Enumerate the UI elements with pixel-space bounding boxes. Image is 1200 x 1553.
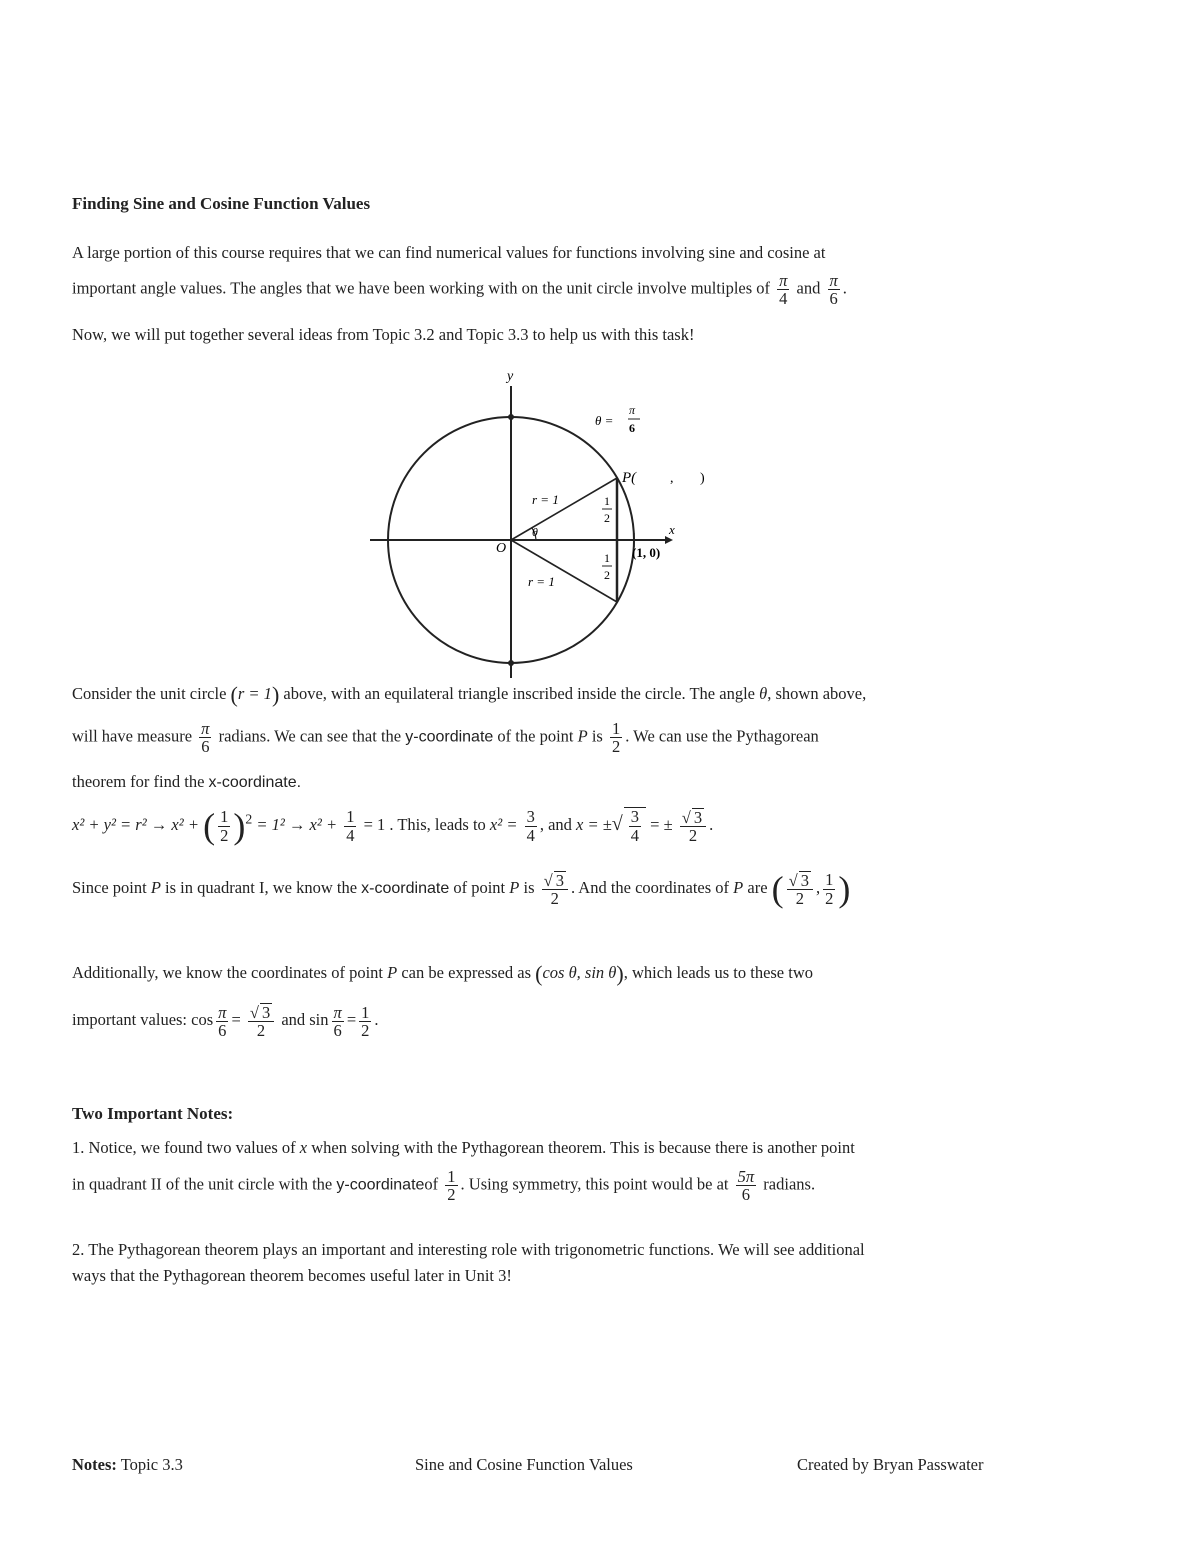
frac-den: 6 [201, 737, 210, 757]
intro-line-2: important angle values. The angles that we have been working with on the unit circle involve multiples of $\frac{\pi}{4}$ and $\frac{\pi}{6}$ . [72, 271, 847, 309]
intro-and: and [796, 278, 821, 298]
theta-six-label: 6 [629, 421, 635, 435]
notes-heading: Two Important Notes: [72, 1104, 234, 1123]
frac-den: 6 [741, 1185, 751, 1205]
origin-label: O [496, 541, 507, 556]
since-text-a: Since point [72, 877, 147, 897]
fraction-pi-over-6 [828, 272, 840, 308]
eq-part-a: x² + y² = r² → x² + [72, 814, 199, 834]
fraction-root3-over-2 [248, 1003, 274, 1040]
radius-top-label: r = 1 [532, 492, 559, 507]
frac-den: 2 [611, 737, 621, 757]
x-coordinate-term: x-coordinate. [208, 774, 302, 791]
fraction-pi-over-6 [199, 720, 211, 756]
eq-part-e: , and [539, 814, 572, 834]
frac-num: 1 [220, 807, 229, 827]
equals-sign: = [231, 1010, 241, 1030]
theta-angle-label: θ [532, 525, 538, 539]
fraction-three-quarters [525, 808, 537, 844]
x-variable: x [299, 1138, 308, 1157]
pythagorean-equation: x² + y² = r² → x² + ( $\frac{1}{2}$ )$^2$ = 1² → x² + $\frac{1}{4}$ = 1 . This, leads to x² = $\frac{3}{4}$ , and x = ±√ $\frac{3}{4}$ = ± $\frac{√ 3}{2}$ . [72, 806, 714, 846]
values-and: and [281, 1010, 306, 1030]
cos-sin-pair: cos θ, sin θ [542, 962, 617, 982]
radius-top [511, 478, 617, 540]
lower-half-num: 1 [604, 551, 610, 565]
frac-den: 6 [218, 1020, 227, 1040]
radius-bottom [511, 540, 617, 602]
measure-is: is [591, 726, 603, 746]
since-is: is [523, 877, 535, 897]
frac-den: 2 [825, 888, 834, 908]
eq-part-d: x² = [489, 814, 518, 834]
frac-den: 2 [447, 1185, 456, 1205]
theta-symbol: θ [759, 683, 768, 703]
point-p: P [733, 877, 744, 897]
frac-num: 5π [737, 1167, 755, 1186]
consider-text-c: , shown above, [767, 683, 867, 703]
frac-num: 3 [526, 807, 535, 827]
theta-equals-label: θ = [595, 413, 614, 428]
x-axis-label: x [669, 522, 675, 537]
y-coordinate-term: y-coordinate [336, 1176, 425, 1194]
y-axis-label: y [507, 369, 514, 384]
frac-num: 1 [346, 807, 355, 827]
additionally-text-a: Additionally, we know the coordinates of point [72, 962, 383, 982]
note1-text-d: . Using symmetry, this point would be at [460, 1174, 729, 1194]
theorem-text: theorem for find the [72, 772, 205, 791]
sin-label: sin [309, 1010, 329, 1030]
eq-part-g: = ± [650, 814, 673, 834]
eq-part-c: = 1 . This, leads to [363, 814, 486, 834]
frac-den: 4 [779, 289, 788, 309]
upper-half-num: 1 [604, 494, 610, 508]
frac-num: √ 3 [248, 1003, 274, 1022]
since-text-d: . And the coordinates of [570, 877, 730, 897]
measure-text-d: . We can use the Pythagorean [625, 726, 819, 746]
additionally-line: Additionally, we know the coordinates of point P can be expressed as (cos θ, sin θ), which leads us to these two [72, 961, 814, 986]
consider-line: Consider the unit circle (r = 1) above, with an equilateral triangle inscribed inside the circle. The angle θ, shown above, [72, 682, 867, 707]
note1-text-a: 1. Notice, we found two values of [72, 1138, 296, 1157]
radius-bottom-label: r = 1 [528, 574, 555, 589]
fraction-pi-over-6 [332, 1004, 344, 1040]
additionally-text-c: , which leads us to these two [623, 962, 814, 982]
frac-den: 2 [220, 825, 229, 845]
x-axis-arrow [665, 536, 673, 544]
fraction-three-quarters [629, 808, 641, 844]
fraction-one-half [445, 1168, 457, 1204]
top-point [508, 414, 514, 420]
footer-notes-label: Notes: [72, 1455, 117, 1474]
frac-num: 3 [630, 807, 640, 827]
frac-den: 2 [256, 1021, 266, 1041]
fraction-one-half [610, 720, 622, 756]
fraction-root3-over-2 [787, 871, 813, 908]
since-line: Since point P is in quadrant I, we know the x-coordinate of point P is $\frac{√ 3}{2}$ . And the coordinates of P are ( $\frac{√ 3}{2}$ , $\frac{1}{2}$ ) [72, 869, 851, 909]
note1-text-c: in quadrant II of the unit circle with the [72, 1174, 333, 1194]
point-p: P [150, 877, 161, 897]
fraction-one-half [218, 808, 230, 844]
note-1-line-1 [72, 1138, 855, 1158]
frac-den: 4 [346, 825, 355, 845]
note1-text-b: when solving with the Pythagorean theorem. This is because there is another point [311, 1138, 855, 1157]
sqrt-three: 3 [261, 1003, 271, 1022]
since-text-b: is in quadrant I, we know the [165, 877, 358, 897]
eq-part-f: x = ± [576, 814, 612, 834]
equals-sign: = [346, 1010, 357, 1030]
unit-circle-diagram [360, 368, 740, 683]
frac-num: π [829, 271, 838, 290]
theorem-line [72, 772, 301, 792]
r-equals-one: r = 1 [237, 683, 272, 703]
frac-num: π [333, 1002, 342, 1022]
note-2-line-2: ways that the Pythagorean theorem becomes useful later in Unit 3! [72, 1266, 512, 1285]
fraction-one-half [359, 1004, 371, 1040]
footer-topic: Topic 3.3 [120, 1455, 183, 1474]
consider-text-b: above, with an equilateral triangle inscribed inside the circle. The angle [283, 683, 755, 703]
frac-num: √ 3 [542, 871, 568, 890]
fraction-root3-over-2 [542, 871, 568, 908]
frac-den: 4 [526, 825, 535, 845]
fraction-pi-over-4 [777, 272, 789, 308]
bottom-point [508, 660, 514, 666]
point-p: P [509, 877, 520, 897]
fraction-root3-over-2 [680, 808, 706, 845]
since-are: are [747, 877, 768, 897]
frac-den: 2 [550, 889, 559, 908]
values-line [72, 1003, 379, 1040]
theta-pi-label: π [629, 403, 636, 417]
measure-text-c: of the point [497, 726, 574, 746]
fraction-one-half [823, 871, 835, 907]
intro-line-1: A large portion of this course requires that we can find numerical values for functions involving sine and cosine at [72, 243, 826, 262]
frac-den: 6 [333, 1020, 342, 1040]
note1-of: of [424, 1174, 439, 1194]
page-title: Finding Sine and Cosine Function Values [72, 194, 371, 213]
point-p: P [577, 726, 588, 746]
additionally-text-b: can be expressed as [401, 962, 531, 982]
frac-num: π [779, 271, 788, 290]
point-1-0-label: (1, 0) [632, 545, 661, 560]
measure-line [72, 720, 819, 756]
values-text-a: important values: [72, 1010, 188, 1030]
eq-part-b: = 1² → x² + [256, 814, 338, 834]
frac-num: 1 [825, 870, 834, 890]
intro-line-3: Now, we will put together several ideas from Topic 3.2 and Topic 3.3 to help us with this task! [72, 325, 695, 344]
fraction-one-quarter [344, 808, 356, 844]
point-p-label: P( [622, 470, 637, 486]
frac-den: 4 [630, 825, 640, 845]
frac-den: 6 [829, 289, 838, 309]
sqrt-three: 3 [800, 870, 809, 890]
frac-num: π [201, 719, 210, 738]
sqrt-three: 3 [693, 807, 703, 827]
frac-num: √ 3 [680, 808, 706, 827]
footer-left [72, 1455, 183, 1475]
note-2-line-1: 2. The Pythagorean theorem plays an important and interesting role with trigonometric functions. We will see additional [72, 1240, 865, 1259]
values-end: . [374, 1010, 379, 1030]
frac-den: 2 [361, 1020, 370, 1040]
measure-text-a: will have measure [72, 726, 193, 746]
sqrt-three-quarters [624, 807, 646, 844]
frac-num: √ 3 [787, 871, 813, 890]
note1-text-e: radians. [763, 1174, 816, 1194]
fraction-5pi-over-6 [736, 1168, 757, 1204]
x-coordinate-term: x-coordinate [361, 879, 450, 897]
frac-num: 1 [361, 1002, 370, 1022]
fraction-pi-over-6 [216, 1004, 228, 1040]
cos-label: cos [191, 1010, 214, 1030]
lower-half-den: 2 [604, 568, 610, 582]
measure-text-b: radians. We can see that the [218, 726, 402, 746]
intro-line-2-text: important angle values. The angles that we have been working with on the unit circle involve multiples of [72, 278, 771, 298]
sqrt-three: 3 [555, 870, 564, 890]
point-p-comma: , [670, 471, 674, 486]
eq-part-h: . [709, 814, 714, 834]
point-p-close: ) [700, 471, 705, 486]
consider-text-a: Consider the unit circle [72, 683, 227, 703]
note-1-line-2 [72, 1168, 815, 1204]
frac-num: 1 [447, 1167, 456, 1186]
y-coordinate-term: y-coordinate [405, 728, 494, 746]
frac-den: 2 [688, 826, 698, 845]
frac-den: 2 [795, 889, 804, 908]
upper-half-den: 2 [604, 511, 610, 525]
frac-num: π [218, 1002, 227, 1022]
footer-center: Sine and Cosine Function Values [415, 1455, 633, 1474]
since-text-c: of point [453, 877, 506, 897]
frac-num: 1 [611, 719, 621, 738]
squared-exponent: 2 [245, 811, 253, 827]
footer-right: Created by Bryan Passwater [797, 1455, 984, 1474]
point-p: P [387, 962, 398, 982]
